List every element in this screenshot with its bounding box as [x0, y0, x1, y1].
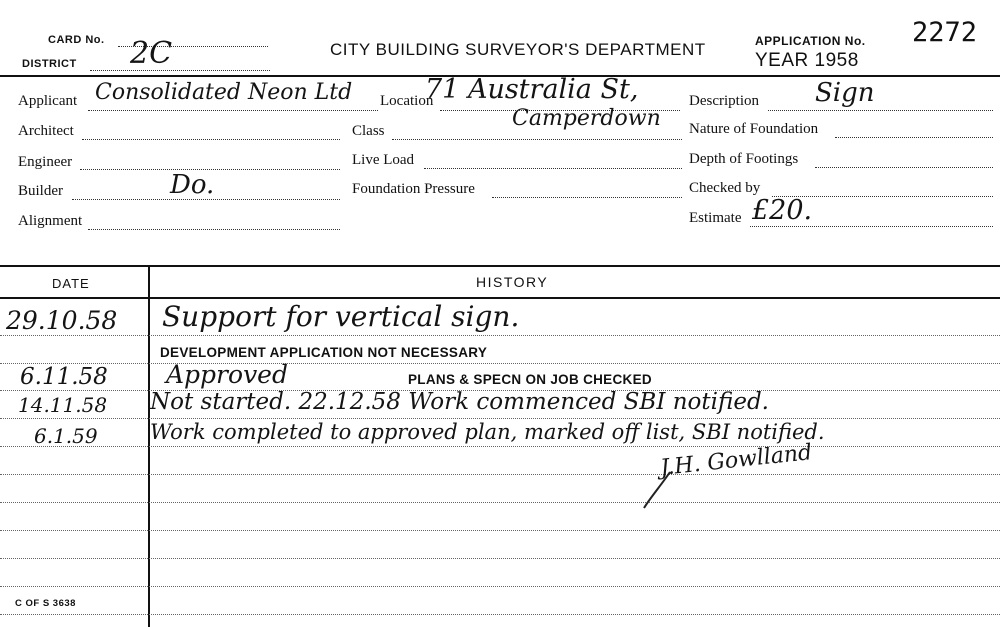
- application-no-value: 2272: [912, 17, 978, 48]
- card-no-label: CARD No.: [48, 34, 105, 46]
- applicant-label: Applicant: [18, 93, 78, 109]
- history-entry-text: Support for vertical sign.: [162, 300, 520, 333]
- architect-line: [82, 139, 340, 140]
- district-line: [90, 70, 270, 71]
- foundation-pressure-label: Foundation Pressure: [352, 181, 475, 197]
- estimate-line: [750, 226, 993, 227]
- nature-of-foundation-line: [835, 137, 993, 138]
- location-value-2: Camperdown: [512, 106, 661, 131]
- description-line: [768, 110, 993, 111]
- year-label: YEAR 1958: [755, 50, 859, 71]
- location-value-1: 71 Australia St,: [425, 74, 639, 105]
- history-top-rule: [0, 265, 1000, 267]
- history-entry-text: Work completed to approved plan, marked off list, SBI notified.: [150, 420, 825, 444]
- architect-label: Architect: [18, 123, 74, 139]
- date-header: DATE: [52, 276, 90, 291]
- estimate-label: Estimate: [689, 210, 742, 226]
- applicant-line: [88, 110, 378, 111]
- history-header-rule: [0, 297, 1000, 299]
- depth-of-footings-line: [815, 167, 993, 168]
- district-label: DISTRICT: [22, 58, 77, 70]
- live-load-line: [424, 168, 682, 169]
- history-header: HISTORY: [476, 274, 549, 290]
- live-load-label: Live Load: [352, 152, 415, 168]
- history-stamp: DEVELOPMENT APPLICATION NOT NECESSARY: [160, 345, 488, 360]
- estimate-value: £20.: [752, 195, 813, 226]
- description-value: Sign: [815, 78, 875, 108]
- history-date: 14.11.58: [18, 393, 108, 417]
- alignment-label: Alignment: [18, 213, 83, 229]
- checked-by-label: Checked by: [689, 180, 761, 196]
- history-date: 6.11.58: [20, 364, 108, 390]
- description-label: Description: [689, 93, 759, 109]
- history-entry-text: Not started. 22.12.58 Work commenced SBI notified.: [150, 389, 769, 415]
- applicant-value: Consolidated Neon Ltd: [95, 80, 353, 105]
- application-no-label: APPLICATION No.: [755, 34, 866, 48]
- depth-of-footings-label: Depth of Footings: [689, 151, 799, 167]
- district-value: 2C: [130, 36, 173, 71]
- department-title: CITY BUILDING SURVEYOR'S DEPARTMENT: [330, 40, 706, 59]
- history-date: 6.1.59: [34, 424, 98, 448]
- builder-label: Builder: [18, 183, 63, 199]
- history-date: 29.10.58: [6, 306, 118, 335]
- builder-value: Do.: [170, 170, 215, 200]
- alignment-line: [88, 229, 340, 230]
- class-label: Class: [352, 123, 385, 139]
- engineer-label: Engineer: [18, 154, 73, 170]
- history-entry-text: Approved: [166, 360, 288, 389]
- signature: J.H. Gowlland: [659, 440, 814, 481]
- foundation-pressure-line: [492, 197, 682, 198]
- history-stamp: PLANS & SPECN ON JOB CHECKED: [408, 372, 652, 387]
- form-code: C OF S 3638: [15, 598, 76, 609]
- location-label: Location: [380, 93, 434, 109]
- nature-of-foundation-label: Nature of Foundation: [689, 121, 819, 137]
- class-line: [392, 139, 682, 140]
- signature-flourish: [640, 470, 720, 510]
